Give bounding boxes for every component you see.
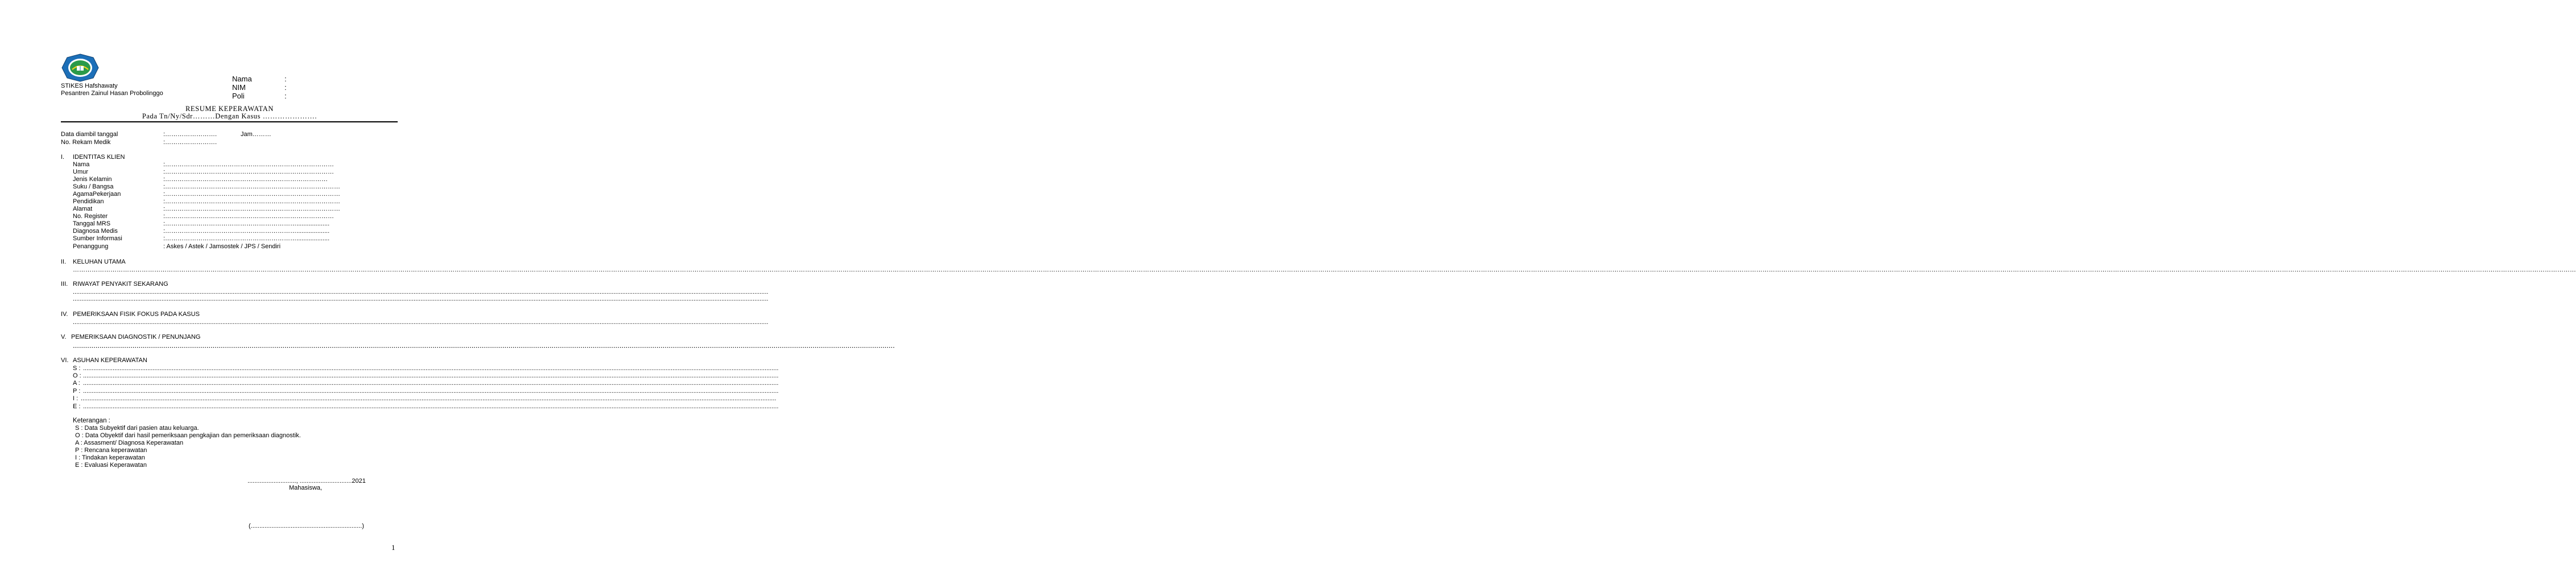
identity-label: Pendidikan [73, 198, 104, 205]
signature-place-date: ............................, ..............................2021 [247, 478, 366, 485]
page-number: 1 [391, 543, 395, 552]
identity-label: No. Register [73, 213, 108, 220]
section-heading: KELUHAN UTAMA [73, 258, 126, 265]
identity-value: :…………………………………………………………………… [163, 176, 328, 183]
dotted-line: ................................................................................................................................................................................................................................................................................................................................................................................................................ [73, 295, 769, 302]
identity-label: AgamaPekerjaan [73, 191, 121, 198]
dotted-line: ................................................................................................................................................................................................................................................................................................................................................................................................................ [83, 372, 779, 379]
section-number: V. [61, 334, 67, 340]
identity-value: :………………………………………………………………………… [163, 183, 341, 190]
identity-label: Diagnosa Medis [73, 228, 118, 235]
identity-value: :……………………………………………………………………… [163, 161, 335, 168]
rm-label: No. Rekam Medik [61, 139, 111, 146]
institution-name: STIKES Hafshawaty [61, 83, 118, 89]
identity-label: Umur [73, 169, 88, 175]
section-heading: RIWAYAT PENYAKIT SEKARANG [73, 281, 168, 288]
dotted-line: ................................................................................................................................................................................................................................................................................................................................................................................................................ [83, 365, 779, 372]
section-heading: PEMERIKSAAN FISIK FOKUS PADA KASUS [73, 311, 200, 318]
dotted-line: ………………………………………………………………………………………………………………………………………………………………………………………………………………………………………………………………………………………………………………………………………………………………………………………………………………………………………………………………………………………………………………………………………………………………………………………………………………………………………………………………………………………………………………………………………………………………………………………………………………………………………………………………………………………………………………………………………………………………………………………………………………………………………………………………………………………………………… [73, 266, 2576, 273]
section-number: III. [61, 281, 68, 288]
dotted-line: ................................................................................................................................................................................................................................................................................................................................................................................................................ [81, 395, 777, 402]
identity-value: :……………………………………………………………………… [163, 213, 335, 220]
section-number: II. [61, 258, 67, 265]
document-title: RESUME KEPERAWATAN [185, 105, 274, 113]
signature-name-line: (................................................................) [249, 523, 364, 529]
keterangan-item: S : Data Subyektif dari pasien atau keluarga. [75, 425, 199, 432]
identity-value: :………………………………………………………………………… [163, 191, 341, 198]
identity-label: Tanggal MRS [73, 220, 111, 227]
identity-label: Penanggung [73, 243, 109, 250]
section-heading: ASUHAN KEPERAWATAN [73, 357, 147, 364]
identity-label: Sumber Informasi [73, 235, 122, 242]
soapie-label: S : [73, 365, 81, 372]
identity-value: : Askes / Astek / Jamsostek / JPS / Sendiri [163, 243, 281, 250]
identity-label: Suku / Bangsa [73, 183, 114, 190]
keterangan-item: A : Assasment/ Diagnosa Keperawatan [75, 440, 184, 446]
keterangan-heading: Keterangan : [73, 417, 110, 424]
section-number: IV. [61, 311, 68, 318]
field-nim-label: NIM [232, 83, 246, 92]
date-value: :……………………. [163, 131, 217, 138]
rm-value: :……………………. [163, 139, 217, 146]
document-subtitle: Pada Tn/Ny/Sdr………Dengan Kasus …………………. [142, 112, 317, 120]
identity-label: Jenis Kelamin [73, 176, 112, 183]
identity-value: :………………………………………………………................... [163, 228, 330, 235]
field-nama-label: Nama [232, 75, 252, 83]
section-number: I. [61, 154, 65, 161]
signature-role: Mahasiswa, [289, 485, 323, 491]
institution-subtitle: Pesantren Zainul Hasan Probolinggo [61, 90, 163, 97]
soapie-label: P : [73, 388, 81, 395]
soapie-label: A : [73, 380, 80, 387]
field-poli-label: Poli [232, 92, 245, 100]
soapie-label: I : [73, 395, 79, 402]
field-nama-colon: : [284, 75, 287, 83]
section-heading: PEMERIKSAAN DIAGNOSTIK / PENUNJANG [71, 334, 201, 340]
identity-label: Alamat [73, 206, 93, 212]
identity-value: :………………………………………………………................... [163, 220, 330, 227]
section-number: VI. [61, 357, 69, 364]
identity-value: :……………………………………………………………………… [163, 169, 335, 175]
section-heading: IDENTITAS KLIEN [73, 154, 125, 161]
title-divider [61, 121, 398, 122]
dotted-line: ................................................................................................................................................................................................................................................................................................................................................................................................................ [83, 403, 779, 410]
dotted-line: ................................................................................................................................................................................................................................................................................................................................................................................................................ [73, 319, 769, 326]
soapie-label: E : [73, 403, 81, 410]
dotted-line: ................................................................................................................................................................................................................................................................................................................................................................................................................ [73, 341, 895, 350]
identity-value: :………………………………………………………………………… [163, 206, 341, 212]
dotted-line: ................................................................................................................................................................................................................................................................................................................................................................................................................ [73, 289, 769, 295]
date-label: Data diambil tanggal [61, 131, 118, 138]
institution-logo [61, 54, 100, 82]
identity-label: Nama [73, 161, 90, 168]
identity-value: :………………………………………………………................... [163, 235, 330, 242]
keterangan-item: E : Evaluasi Keperawatan [75, 462, 147, 469]
keterangan-item: P : Rencana keperawatan [75, 447, 147, 454]
dotted-line: ................................................................................................................................................................................................................................................................................................................................................................................................................ [83, 380, 779, 387]
soapie-label: O : [73, 372, 81, 379]
field-poli-colon: : [284, 92, 287, 100]
time-label: Jam……… [241, 131, 271, 138]
keterangan-item: I : Tindakan keperawatan [75, 454, 145, 461]
keterangan-item: O : Data Obyektif dari hasil pemeriksaan pengkajian dan pemeriksaan diagnostik. [75, 432, 301, 439]
dotted-line: ................................................................................................................................................................................................................................................................................................................................................................................................................ [83, 388, 779, 395]
field-nim-colon: : [284, 83, 287, 92]
identity-value: :………………………………………………………………………… [163, 198, 341, 205]
